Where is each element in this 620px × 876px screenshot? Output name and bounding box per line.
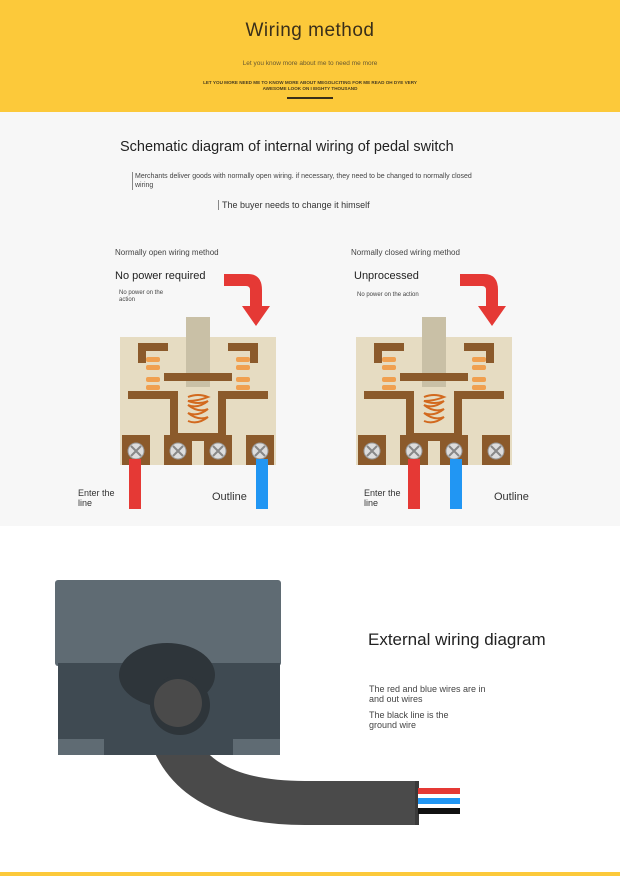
- left-enter-label: Enter the line: [78, 488, 115, 508]
- external-desc-wires: The red and blue wires are in and out wires: [369, 684, 486, 704]
- right-status-label: Unprocessed: [354, 270, 419, 282]
- left-action-note: No power on the action: [119, 290, 164, 303]
- left-status-label: No power required: [115, 270, 206, 282]
- right-enter-label: Enter the line: [364, 488, 401, 508]
- external-desc-ground: The black line is the ground wire: [369, 710, 449, 730]
- right-out-label: Outline: [494, 491, 529, 503]
- header-subtitle: Let you know more about me to need me more: [242, 60, 378, 67]
- left-switch-diagram: [118, 315, 278, 515]
- page-title: Wiring method: [245, 20, 375, 41]
- external-switch-illustration: [50, 575, 470, 835]
- header-divider: [287, 97, 333, 99]
- right-method-label: Normally closed wiring method: [351, 248, 460, 257]
- header-banner: [0, 0, 620, 112]
- footer-divider: [0, 872, 620, 876]
- left-out-label: Outline: [212, 491, 247, 503]
- right-switch-diagram: [354, 315, 514, 515]
- left-method-label: Normally open wiring method: [115, 248, 219, 257]
- schematic-title: Schematic diagram of internal wiring of pedal switch: [120, 139, 454, 155]
- buyer-note: The buyer needs to change it himself: [218, 200, 370, 210]
- schematic-note: Merchants deliver goods with normally open wiring. if necessary, they need to be changed to normally closed wiring: [132, 172, 485, 190]
- external-title: External wiring diagram: [368, 630, 546, 649]
- header-small-text: LET YOU MORE NEED ME TO KNOW MORE ABOUT MEGOLICITING FOR ME READ OH DYE VERY AWESOME LOOK ON I EIGHTY THOUSAND: [203, 80, 417, 91]
- right-action-note: No power on the action: [357, 292, 419, 298]
